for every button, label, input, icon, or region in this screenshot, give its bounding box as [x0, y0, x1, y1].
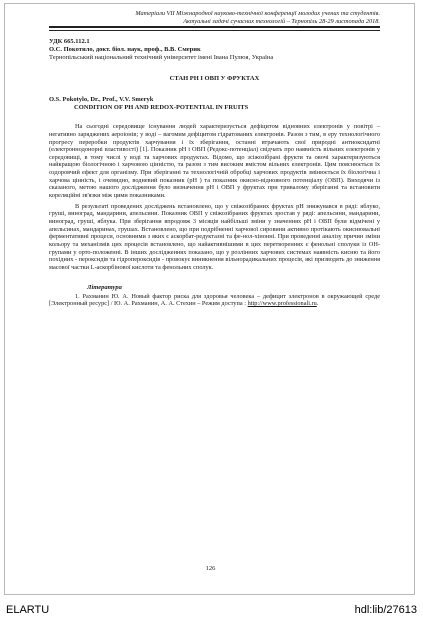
reference-tail: . — [316, 300, 319, 308]
authors: О.С. Покотило, докт. біол. наук, проф., В.В. Смерик — [49, 46, 201, 54]
affiliation: Тернопільський національний технічний університет імені Івана Пулюя, Україна — [49, 54, 274, 62]
running-header — [49, 10, 380, 28]
udc-code: УДК 665.112.1 — [49, 38, 90, 46]
running-header-line-2: Актуальні задачі сучасних технологій – Тернопіль 28-29 листопада 2018. — [183, 17, 380, 25]
reference-item — [49, 293, 380, 308]
article-body — [49, 123, 380, 271]
viewer-footer — [0, 601, 423, 620]
references-title: Література — [87, 283, 122, 291]
title-ukrainian: СТАН РН І ОВП У ФРУКТАХ — [169, 75, 260, 83]
reference-link[interactable]: http://www.professionali.ru — [247, 300, 317, 308]
title-english: CONDITION OF PH AND REDOX-POTENTIAL IN FRUITS — [74, 104, 249, 112]
reference-text: 1. Рахманин Ю. А. Новый фактор риска для здоровья человека – дефицит электронов в окружающей среде [Электронный ресурс] / Ю. А. Рахманин, А. А. Стехин – Режим доступа : — [49, 292, 380, 308]
authors-english: O.S. Pokotylo, Dr., Prof., V.V. Smeryk — [49, 96, 154, 104]
handle-id: hdl:lib/27613 — [354, 604, 417, 616]
paper-page — [4, 3, 415, 595]
page-number: 126 — [205, 565, 216, 572]
repository-name: ELARTU — [6, 604, 50, 616]
paragraph-intro: На сьогодні середовище існування людей характеризується дефіцитом відновних електронів у повітрі – негативно заряджених аероіонів; у воді – вагомим дефіцитом гідратованих електронів. Разом з тим, в еру технологічного прогресу переробки продуктів харчування і їх зберігання, останні втрачають свої природні антиоксидатні (електроннодонорні властивості) [1]. Показник рН і ОВП (Редокс-потенціал) свідчать про наявність вільних електронів у середовищі, в тому числі у воді та харчових продуктах. Відомо, що зсіжозібрані фрукти та овочі характеризуються найкращою біологічною і харчовою цінністю, та разом з тим високим вмістом вільних електронів. Цим пояснюється їх оздоровчий ефект для організму. При зберіганні та технологічній обробці харчових продуктів змінюється їх біологічна і харчова цінність, і очевидно, водневий показник (рН ) та показник окисно-відновного потенціалу (ОВП). Виходячи із сказаного, метою нашого дослідження було визначення рН і ОВП у фруктах при тривалому зберіганні та встановити кореляційні зв'язки між цими показниками. — [49, 123, 380, 200]
page-content — [49, 10, 380, 308]
paragraph-results: В результаті проведених досліджень встановлено, що у свіжозібраних фруктах рН знижувався в ряді: яблуко, груші, виноград, мандарини, апельсини. Показник ОВП у свіжозібраних фруктах зростав у ряді: апельсини, мандарини, виноград, груші, яблука. При зберігання впродовж 3 місяців найбільші зміни у значеннях рН і ОВП були відмічені у апельсинах, мандаринах, грушах. Встановлено, що при подрібненні харчової сировини активно протікають окиснювальні ферментативні процеси, основними з яких є аскорбат-редуктазні та фе-нол-хінонні. При проведенні аналізу причин зміни кольору та механізмів цих процесів встановлено, що найактивнішими в цих перетвореннях є фенольні сполуки із ОН-групами у орто-положенні. В інших дослідженнях показано, що у розлінних харчових системах наявність кисню та його похідних - пероксидів та гідропероксидів - провокує виникнення вільнорадикальних процесів, які призводять до зниження масової частки L-аскорбінової кислоти та фенольних сполук. — [49, 202, 380, 271]
running-header-line-1: Матеріали VII Міжнародної науково-технічної конференції молодих учених та студентів. — [135, 10, 380, 17]
